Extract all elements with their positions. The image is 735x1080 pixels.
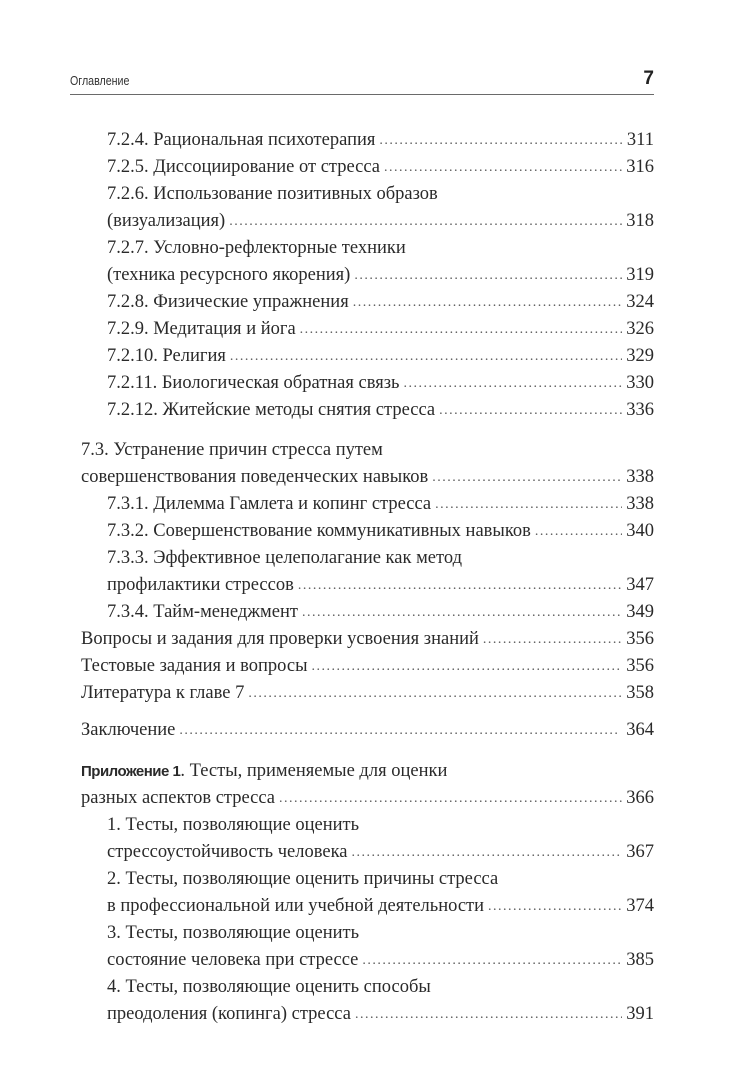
- toc-entry-title: 7.3.2. Совершенствование коммуникативных навыков: [107, 521, 531, 541]
- toc-entry[interactable]: [107, 127, 654, 154]
- toc-entry[interactable]: [107, 316, 654, 343]
- toc-entry-page: 367: [626, 842, 654, 862]
- toc-entry-title: [81, 758, 447, 785]
- toc-leader-dots: [483, 626, 622, 653]
- toc-entry-page: 338: [626, 494, 654, 514]
- toc-entry[interactable]: [107, 599, 654, 626]
- toc-leader-dots: [535, 518, 622, 545]
- toc-entry-page: 330: [626, 373, 654, 393]
- toc-entry-line[interactable]: [81, 758, 654, 785]
- toc-entry[interactable]: [107, 839, 654, 866]
- toc-entry-title-cont: профилактики стрессов: [107, 575, 294, 595]
- toc-entry[interactable]: [107, 154, 654, 181]
- toc-leader-dots: [302, 599, 622, 626]
- toc-leader-dots: [404, 370, 623, 397]
- toc-entry-page: 340: [626, 521, 654, 541]
- toc-entry-title-cont: разных аспектов стресса: [81, 788, 276, 808]
- toc-entry[interactable]: [81, 680, 654, 707]
- toc-entry[interactable]: [107, 1001, 654, 1028]
- toc-entry[interactable]: [107, 370, 654, 397]
- toc-entry-page: 347: [626, 575, 654, 595]
- toc-entry[interactable]: [107, 572, 654, 599]
- toc-entry[interactable]: [107, 262, 654, 289]
- toc-entry-page: 324: [626, 292, 654, 312]
- toc-entry-title: 7.2.9. Медитация и йога: [107, 319, 296, 339]
- toc-entry-title: 2. Тесты, позволяющие оценить причины стресса: [107, 869, 499, 889]
- toc-entry-title: 7.2.8. Физические упражнения: [107, 292, 349, 312]
- toc-entry-page: 318: [626, 211, 654, 231]
- toc-entry-title-cont: совершенствования поведенческих навыков: [81, 467, 429, 487]
- toc-leader-dots: [353, 289, 623, 316]
- toc-entry-page: 311: [626, 130, 654, 150]
- toc-entry-page: 391: [626, 1004, 654, 1024]
- toc-entry-title: Тестовые задания и вопросы: [81, 656, 308, 676]
- toc-entry[interactable]: [81, 717, 654, 744]
- toc-entry-title-cont: стрессоустойчивость человека: [107, 842, 348, 862]
- toc-entry-title: 1. Тесты, позволяющие оценить: [107, 815, 360, 835]
- toc-entry-title-text: . Тесты, применяемые для оценки: [180, 761, 448, 781]
- toc-entry-page: 358: [626, 683, 654, 703]
- toc-entry-line[interactable]: [107, 235, 654, 262]
- toc-entry-page: 336: [626, 400, 654, 420]
- toc-leader-dots: [439, 397, 622, 424]
- toc-entry-line[interactable]: [107, 545, 654, 572]
- toc-entry-title-cont: (техника ресурсного якорения): [107, 265, 351, 285]
- toc-entry-title: Литература к главе 7: [81, 683, 245, 703]
- toc-entry-title-cont: состояние человека при стрессе: [107, 950, 359, 970]
- toc-entry-page: 316: [626, 157, 654, 177]
- toc-entry-title-cont: (визуализация): [107, 211, 226, 231]
- toc-entry-title: 7.2.7. Условно-рефлекторные техники: [107, 238, 406, 258]
- running-header-title: Оглавление: [70, 73, 130, 88]
- toc-leader-dots: [352, 839, 623, 866]
- toc-leader-dots: [435, 491, 622, 518]
- toc-entry[interactable]: [81, 626, 654, 653]
- toc-entry-line[interactable]: [107, 866, 654, 893]
- toc-entry-page: 356: [626, 629, 654, 649]
- toc-entry[interactable]: [81, 785, 654, 812]
- toc-entry[interactable]: [107, 343, 654, 370]
- toc-entry-title: 7.3. Устранение причин стресса путем: [81, 440, 383, 460]
- toc-entry-title: 7.2.10. Религия: [107, 346, 226, 366]
- running-header: [70, 68, 654, 95]
- toc-leader-dots: [312, 653, 623, 680]
- toc-entry-page: 326: [626, 319, 654, 339]
- toc-entry-line[interactable]: [107, 974, 654, 1001]
- toc-entry-title: 7.2.11. Биологическая обратная связь: [107, 373, 400, 393]
- toc-entry-page: 364: [626, 720, 654, 740]
- toc-entry[interactable]: [107, 893, 654, 920]
- toc-entry-title: 7.3.4. Тайм-менеджмент: [107, 602, 298, 622]
- toc-entry-title: 7.3.1. Дилемма Гамлета и копинг стресса: [107, 494, 432, 514]
- toc-entry-title: 3. Тесты, позволяющие оценить: [107, 923, 360, 943]
- toc-entry-title: 7.3.3. Эффективное целеполагание как метод: [107, 548, 462, 568]
- toc-leader-dots: [379, 127, 623, 154]
- toc-entry[interactable]: [107, 947, 654, 974]
- toc-entry-page: 385: [626, 950, 654, 970]
- toc-leader-dots: [488, 893, 622, 920]
- toc-leader-dots: [432, 464, 622, 491]
- toc-leader-dots: [279, 785, 622, 812]
- toc-entry[interactable]: [107, 397, 654, 424]
- toc-leader-dots: [300, 316, 623, 343]
- toc-leader-dots: [354, 262, 622, 289]
- appendix-label: Приложение 1: [81, 763, 181, 780]
- toc-entry-line[interactable]: [107, 812, 654, 839]
- toc-leader-dots: [229, 208, 622, 235]
- toc-leader-dots: [362, 947, 622, 974]
- toc-entry-line[interactable]: [81, 437, 654, 464]
- toc-entry-page: 338: [626, 467, 654, 487]
- toc-entry-title: 7.2.5. Диссоциирование от стресса: [107, 157, 381, 177]
- toc-entry[interactable]: [107, 289, 654, 316]
- toc-entry-title-cont: в профессиональной или учебной деятельности: [107, 896, 485, 916]
- toc-leader-dots: [298, 572, 622, 599]
- toc-entry-page: 349: [626, 602, 654, 622]
- page-number: 7: [643, 68, 654, 89]
- toc-entry-title: Вопросы и задания для проверки усвоения знаний: [81, 629, 479, 649]
- toc-entry-line[interactable]: [107, 920, 654, 947]
- toc-entry-page: 319: [626, 265, 654, 285]
- toc-leader-dots: [179, 717, 622, 744]
- toc-entry-page: 374: [626, 896, 654, 916]
- toc-leader-dots: [248, 680, 622, 707]
- toc-leader-dots: [230, 343, 622, 370]
- toc-entry-title: 7.2.12. Житейские методы снятия стресса: [107, 400, 436, 420]
- toc-entry-title: Заключение: [81, 720, 176, 740]
- toc-entry[interactable]: [107, 208, 654, 235]
- toc-entry-title: 7.2.6. Использование позитивных образов: [107, 184, 438, 204]
- toc-leader-dots: [355, 1001, 622, 1028]
- toc-entry[interactable]: [107, 491, 654, 518]
- toc-entry-title-cont: преодоления (копинга) стресса: [107, 1004, 351, 1024]
- toc-entry[interactable]: [107, 518, 654, 545]
- toc-entry-page: 356: [626, 656, 654, 676]
- toc-leader-dots: [384, 154, 622, 181]
- toc-entry[interactable]: [81, 653, 654, 680]
- toc-entry-title: 4. Тесты, позволяющие оценить способы: [107, 977, 431, 997]
- toc-entry[interactable]: [81, 464, 654, 491]
- toc-entry-page: 366: [626, 788, 654, 808]
- toc-entry-line[interactable]: [107, 181, 654, 208]
- toc-entry-title: 7.2.4. Рациональная психотерапия: [107, 130, 376, 150]
- toc-entry-page: 329: [626, 346, 654, 366]
